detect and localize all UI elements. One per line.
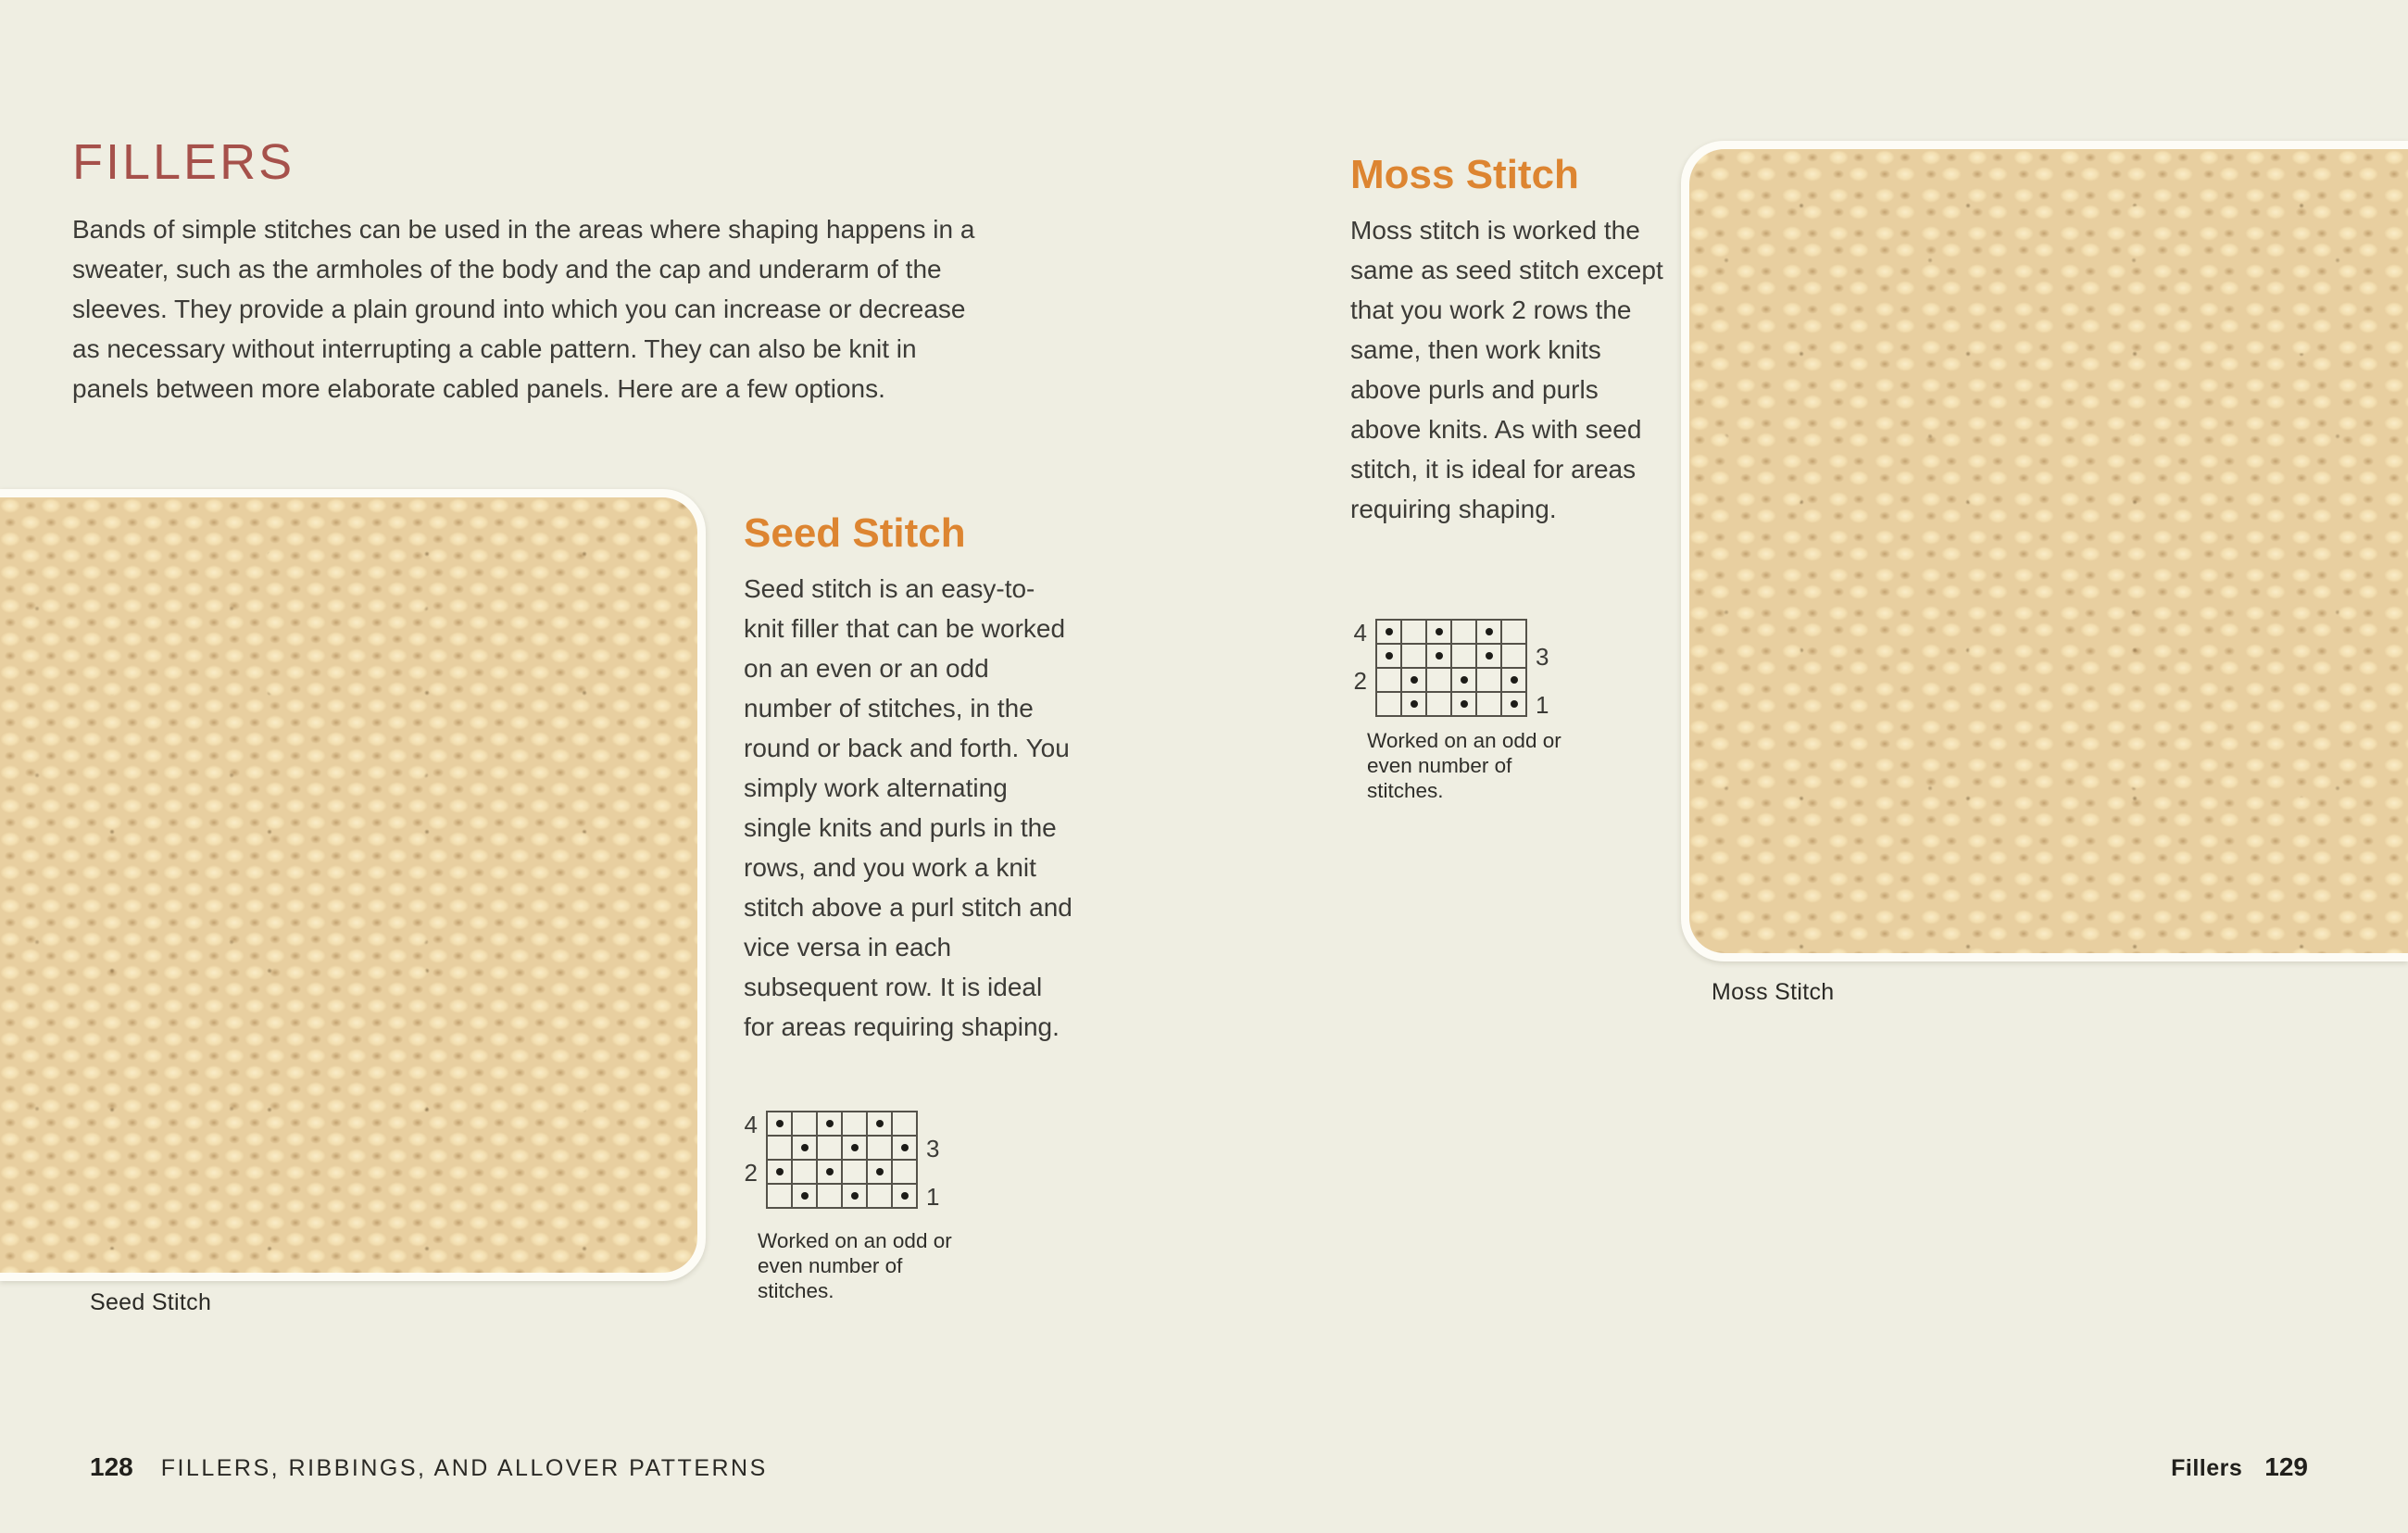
chart-cell-purl xyxy=(1377,645,1402,669)
chart-cell-purl xyxy=(868,1112,893,1137)
chart-cell-knit xyxy=(843,1161,868,1185)
chart-cell-knit xyxy=(818,1137,843,1161)
chart-row-number xyxy=(918,1161,947,1185)
chart-cell-purl xyxy=(893,1185,918,1209)
purl-dot xyxy=(901,1192,909,1200)
purl-dot xyxy=(1511,676,1518,684)
chart-cell-purl xyxy=(843,1137,868,1161)
chart-cell-purl xyxy=(1452,693,1477,717)
section-running-head: Fillers xyxy=(2171,1455,2243,1481)
seed-stitch-knit-texture xyxy=(0,497,697,1273)
chart-cell-knit xyxy=(1477,693,1502,717)
chart-cell-purl xyxy=(1502,693,1527,717)
chart-row-numbers-right xyxy=(1527,619,1557,717)
moss-stitch-photo xyxy=(1681,141,2408,961)
chart-grid xyxy=(766,1111,918,1209)
purl-dot xyxy=(826,1120,834,1127)
purl-dot xyxy=(1386,628,1393,635)
purl-dot xyxy=(801,1192,809,1200)
chart-cell-knit xyxy=(868,1137,893,1161)
chart-cell-knit xyxy=(1427,693,1452,717)
chart-cell-knit xyxy=(893,1112,918,1137)
chart-row-number xyxy=(1527,669,1557,693)
chart-row-number xyxy=(736,1137,766,1161)
seed-stitch-chart-caption: Worked on an odd or even number of stitches. xyxy=(758,1229,952,1302)
purl-dot xyxy=(851,1192,859,1200)
left-page-number: 128 xyxy=(90,1452,133,1481)
left-page-footer xyxy=(90,1452,768,1482)
seed-stitch-body: Seed stitch is an easy-to-knit filler that can be worked on an even or an odd number of stitches, in the round or back and forth. You simply work alternating single knits and purls in the rows, and you work a knit stitch above a purl stitch and vice versa in each subsequent row. It is ideal for areas requiring shaping. xyxy=(744,574,1072,1041)
moss-stitch-chart xyxy=(1346,619,1557,717)
purl-dot xyxy=(1386,652,1393,660)
chart-cell-purl xyxy=(768,1112,793,1137)
chart-cell-purl xyxy=(818,1161,843,1185)
chart-cell-purl xyxy=(768,1161,793,1185)
chart-cell-purl xyxy=(793,1185,818,1209)
moss-stitch-article xyxy=(1350,151,1673,529)
purl-dot xyxy=(1436,628,1443,635)
purl-dot xyxy=(876,1168,884,1175)
seed-stitch-photo xyxy=(0,489,706,1281)
chart-cell-knit xyxy=(1452,621,1477,645)
purl-dot xyxy=(801,1144,809,1151)
chart-row-number: 1 xyxy=(926,1182,940,1211)
chart-cell-purl xyxy=(868,1161,893,1185)
chart-row-number: 2 xyxy=(1353,666,1367,695)
moss-stitch-title: Moss Stitch xyxy=(1350,152,1579,197)
moss-stitch-photo-caption: Moss Stitch xyxy=(1712,979,1835,1005)
chart-row-number xyxy=(736,1185,766,1209)
seed-stitch-article xyxy=(744,509,1073,1047)
chart-cell-knit xyxy=(793,1112,818,1137)
chart-cell-purl xyxy=(893,1137,918,1161)
chart-cell-knit xyxy=(1377,669,1402,693)
purl-dot xyxy=(826,1168,834,1175)
purl-dot xyxy=(901,1144,909,1151)
chart-cell-knit xyxy=(1427,669,1452,693)
chart-cell-knit xyxy=(843,1112,868,1137)
purl-dot xyxy=(1511,700,1518,708)
purl-dot xyxy=(1486,652,1493,660)
chart-row-number: 3 xyxy=(926,1134,940,1162)
chart-cell-knit xyxy=(768,1137,793,1161)
chart-cell-knit xyxy=(1452,645,1477,669)
seed-stitch-title: Seed Stitch xyxy=(744,510,966,556)
right-page-footer xyxy=(2171,1452,2308,1482)
chart-cell-knit xyxy=(818,1185,843,1209)
chart-cell-knit xyxy=(1377,693,1402,717)
chart-cell-knit xyxy=(1402,621,1427,645)
chart-cell-purl xyxy=(793,1137,818,1161)
chart-row-number: 3 xyxy=(1536,642,1549,671)
chart-cell-purl xyxy=(1402,669,1427,693)
chart-row-number xyxy=(1346,693,1375,717)
moss-stitch-chart-caption: Worked on an odd or even number of stitches. xyxy=(1367,729,1561,802)
chart-row-number: 2 xyxy=(744,1158,758,1187)
chart-row-numbers-left xyxy=(736,1111,766,1209)
seed-stitch-chart xyxy=(736,1111,947,1209)
chart-cell-purl xyxy=(1502,669,1527,693)
section-title: FILLERS xyxy=(72,134,295,190)
purl-dot xyxy=(1436,652,1443,660)
chart-row-numbers-right xyxy=(918,1111,947,1209)
purl-dot xyxy=(1461,700,1468,708)
chart-row-number: 1 xyxy=(1536,690,1549,719)
chart-cell-purl xyxy=(1377,621,1402,645)
chart-cell-knit xyxy=(893,1161,918,1185)
chart-cell-knit xyxy=(868,1185,893,1209)
chart-cell-purl xyxy=(1477,621,1502,645)
chart-cell-purl xyxy=(1452,669,1477,693)
chart-cell-purl xyxy=(1402,693,1427,717)
chart-cell-knit xyxy=(1502,645,1527,669)
chart-cell-knit xyxy=(1402,645,1427,669)
chart-cell-knit xyxy=(793,1161,818,1185)
purl-dot xyxy=(1461,676,1468,684)
intro-paragraph: Bands of simple stitches can be used in the areas where shaping happens in a sweater, such as the armholes of the body and the cap and underarm of the sleeves. They provide a plain ground into which you can increase or decrease as necessary without interrupting a cable pattern. They can also be knit in panels between more elaborate cabled panels. Here are a few options. xyxy=(72,215,975,403)
chapter-running-head: FILLERS, RIBBINGS, AND ALLOVER PATTERNS xyxy=(160,1455,768,1481)
purl-dot xyxy=(851,1144,859,1151)
purl-dot xyxy=(776,1168,784,1175)
chart-row-number xyxy=(918,1112,947,1137)
chart-cell-knit xyxy=(1477,669,1502,693)
chart-cell-purl xyxy=(1427,645,1452,669)
chart-row-number xyxy=(1527,621,1557,645)
chart-grid xyxy=(1375,619,1527,717)
chart-row-number xyxy=(1346,645,1375,669)
moss-stitch-knit-texture xyxy=(1689,149,2408,953)
chart-row-number: 4 xyxy=(1353,618,1367,647)
chart-cell-knit xyxy=(1502,621,1527,645)
seed-stitch-photo-caption: Seed Stitch xyxy=(90,1289,212,1315)
purl-dot xyxy=(776,1120,784,1127)
chart-row-numbers-left xyxy=(1346,619,1375,717)
moss-stitch-body: Moss stitch is worked the same as seed stitch except that you work 2 rows the same, then work knits above purls and purls above knits. As with seed stitch, it is ideal for areas requiring shaping. xyxy=(1350,216,1663,523)
chart-row-number: 4 xyxy=(744,1110,758,1138)
purl-dot xyxy=(1486,628,1493,635)
purl-dot xyxy=(1411,676,1418,684)
chart-cell-purl xyxy=(843,1185,868,1209)
chart-cell-purl xyxy=(1427,621,1452,645)
right-page-number: 129 xyxy=(2264,1452,2308,1481)
purl-dot xyxy=(876,1120,884,1127)
chart-cell-purl xyxy=(818,1112,843,1137)
chart-cell-knit xyxy=(768,1185,793,1209)
purl-dot xyxy=(1411,700,1418,708)
chart-cell-purl xyxy=(1477,645,1502,669)
